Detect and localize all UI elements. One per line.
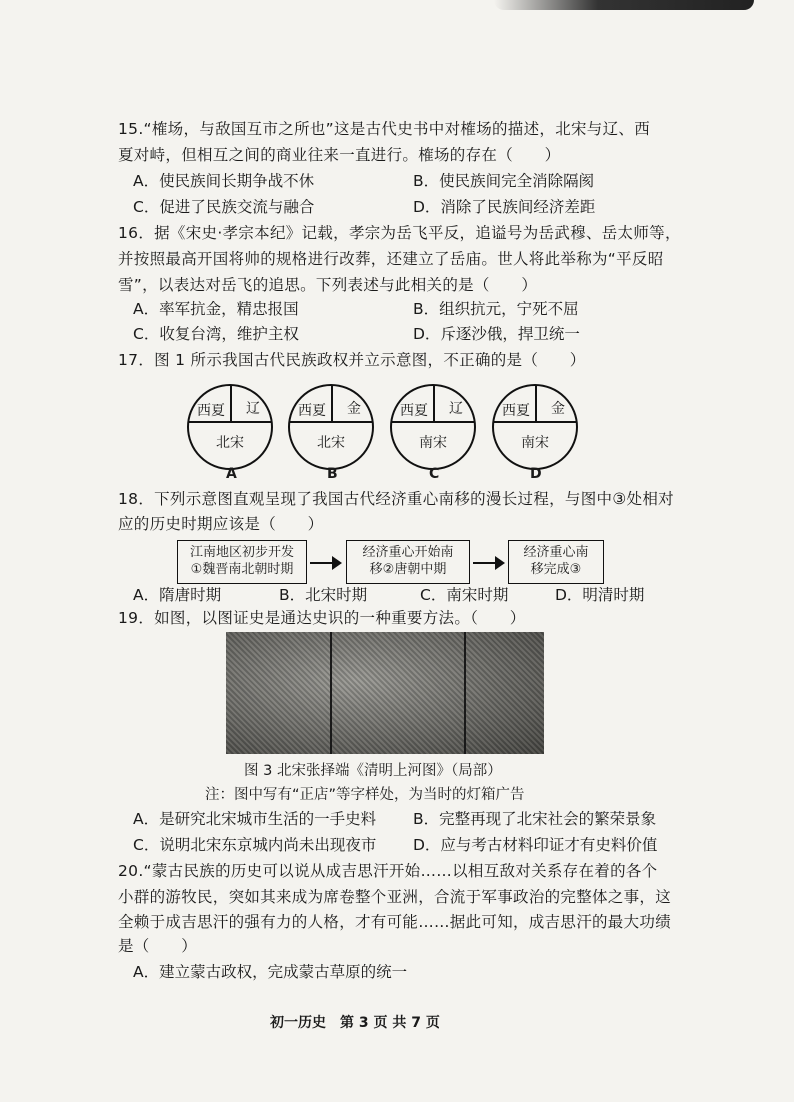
q18-flow-box-3 [508,540,604,584]
q17-stem: 17．图 1 所示我国古代民族政权并立示意图，不正确的是（ ） [118,351,586,369]
q16-stem-line2: 并按照最高开国将帅的规格进行改葬，还建立了岳庙。世人将此举称为“平反昭 [118,250,664,268]
q18-arrow-1 [310,562,340,564]
q17-diagram-c [390,384,476,470]
q20-stem-line2: 小群的游牧民，突如其来成为席卷整个亚洲，合流于军事政治的完整体之事，这 [118,888,672,906]
q17-d-topright: 金 [551,401,565,417]
q17-label-a: A [226,466,237,482]
q20-stem-line3: 全赖于成吉思汗的强有力的人格，才有可能……据此可知，成吉思汗的最大功绩 [118,913,672,931]
q15-option-d: D．消除了民族间经济差距 [413,198,596,216]
q17-c-topright: 辽 [449,401,463,417]
q16-stem-line1: 16．据《宋史·孝宗本纪》记载，孝宗为岳飞平反，追谥号为岳武穆、岳太师等， [118,224,681,242]
q17-label-b: B [327,466,338,482]
q17-a-topright: 辽 [246,401,260,417]
q18-arrow-2 [473,562,503,564]
q17-d-topleft: 西夏 [502,403,530,419]
q19-figure-caption: 图 3 北宋张择端《清明上河图》（局部） [244,763,502,779]
q17-diagram-b [288,384,374,470]
q17-c-bottom: 南宋 [419,435,447,451]
q18-option-c: C．南宋时期 [420,586,509,604]
q17-label-c: C [429,466,440,482]
q17-b-topleft: 西夏 [298,403,326,419]
q18-box3-line1: 经济重心南 [523,545,589,560]
q18-box1-line1: 江南地区初步开发 [189,545,294,560]
q17-d-bottom: 南宋 [521,435,549,451]
q15-option-c: C．促进了民族交流与融合 [133,198,315,216]
q18-box3-line2: 移完成③ [530,562,582,577]
q15-stem-line1: 15.“榷场，与敌国互市之所也”这是古代史书中对榷场的描述，北宋与辽、西 [118,120,651,138]
q18-option-d: D．明清时期 [555,586,645,604]
q17-diagram-a [187,384,273,470]
q18-flow-box-2 [346,540,470,584]
q15-option-b: B．使民族间完全消除隔阂 [413,172,595,190]
q15-option-a: A．使民族间长期争战不休 [133,172,315,190]
q17-c-topleft: 西夏 [400,403,428,419]
q17-diagram-d [492,384,578,470]
q18-stem-line1: 18．下列示意图直观呈现了我国古代经济重心南移的漫长过程，与图中③处相对 [118,490,674,508]
q19-option-b: B．完整再现了北宋社会的繁荣景象 [413,810,657,828]
q19-option-d: D．应与考古材料印证才有史料价值 [413,836,658,854]
q18-option-a: A．隋唐时期 [133,586,222,604]
q18-box2-line1: 经济重心开始南 [362,545,454,560]
q16-stem-line3: 雪”，以表达对岳飞的追思。下列表述与此相关的是（ ） [118,276,538,294]
q16-option-c: C．收复台湾，维护主权 [133,325,299,343]
q19-option-a: A．是研究北宋城市生活的一手史料 [133,810,377,828]
q16-option-d: D．斥逐沙俄，捍卫统一 [413,325,580,343]
q17-label-d: D [530,466,542,482]
q18-flow-box-1 [177,540,307,584]
q19-stem: 19．如图，以图证史是通达史识的一种重要方法。（ ） [118,609,526,627]
q20-stem-line1: 20.“蒙古民族的历史可以说从成吉思汗开始……以相互敌对关系存在着的各个 [118,862,658,880]
q18-stem-line2: 应的历史时期应该是（ ） [118,515,324,533]
q18-box2-line2: 移②唐朝中期 [369,562,447,577]
q17-a-topleft: 西夏 [197,403,225,419]
scan-edge-shadow [494,0,754,10]
q20-option-a: A．建立蒙古政权，完成蒙古草原的统一 [133,963,408,981]
q19-figure-note: 注：图中写有“正店”等字样处，为当时的灯箱广告 [205,787,525,803]
q17-b-bottom: 北宋 [317,435,345,451]
q20-stem-line4: 是（ ） [118,937,198,955]
q15-stem-line2: 夏对峙，但相互之间的商业往来一直进行。榷场的存在（ ） [118,146,561,164]
q19-option-c: C．说明北宋东京城内尚未出现夜市 [133,836,377,854]
q16-option-a: A．率军抗金，精忠报国 [133,300,299,318]
q16-option-b: B．组织抗元，宁死不屈 [413,300,579,318]
page-footer: 初一历史 第 3 页 共 7 页 [270,1015,440,1031]
q17-b-topright: 金 [347,401,361,417]
q18-option-b: B．北宋时期 [279,586,368,604]
q18-box1-line2: ①魏晋南北朝时期 [190,562,294,577]
qingming-painting-image [226,632,544,754]
q17-a-bottom: 北宋 [216,435,244,451]
